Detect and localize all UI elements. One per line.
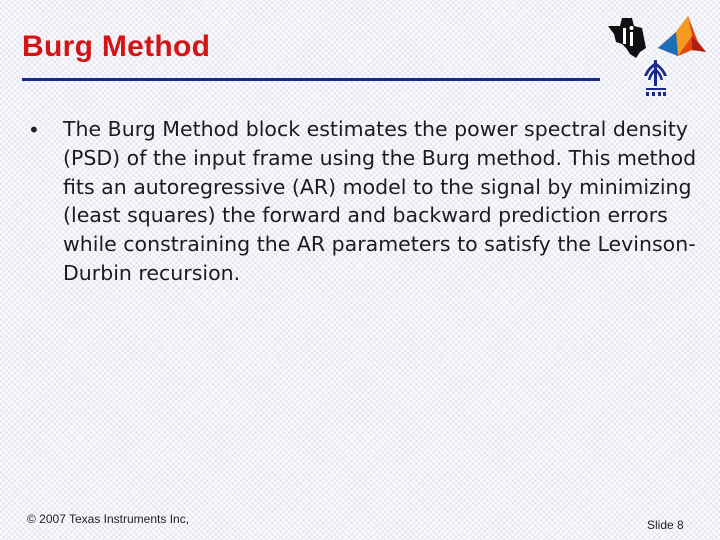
bullet-text: The Burg Method block estimates the power spectral density (PSD) of the input frame using the Burg method. This method fits an autoregressive (AR) model to the signal by minimizing (least squares) the forward and backward prediction errors while constraining the AR parameters to satisfy the Levinson-Durbin recursion. xyxy=(63,117,697,285)
logo-group xyxy=(606,12,710,96)
matlab-logo-icon xyxy=(658,16,706,56)
texas-instruments-logo-icon xyxy=(608,18,646,58)
tel-aviv-university-logo-icon xyxy=(644,60,667,96)
slide-number: Slide 8 xyxy=(647,518,684,532)
bullet-marker: • xyxy=(28,118,40,142)
footer-copyright: © 2007 Texas Instruments Inc, xyxy=(27,512,190,526)
title-underline xyxy=(22,78,600,81)
slide-title: Burg Method xyxy=(22,30,211,63)
